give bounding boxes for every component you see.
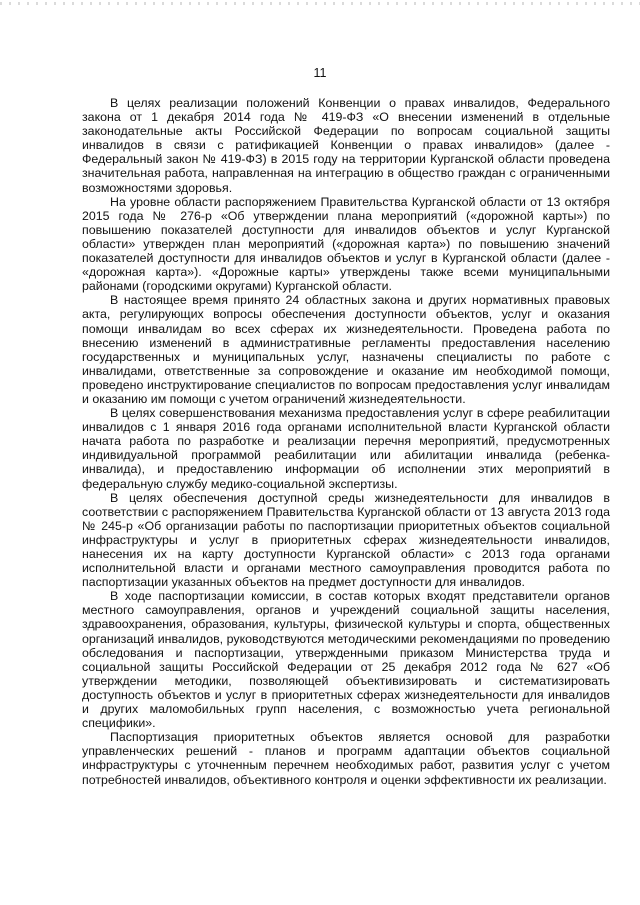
paragraph: В целях совершенствования механизма предоставления услуг в сфере реабилитации инвалидов с 1 января 2016 года органами исполнительной власти Курганской области начата работа по разработке и реализации перечня мероприятий, предусмотренных индивидуальной программой реабилитации или абилитации инвалида (ребенка-инвалида), и предоставлению информации об исполнении этих мероприятий в федеральную службу медико-социальной экспертизы. <box>82 406 610 491</box>
paragraph: В ходе паспортизации комиссии, в состав которых входят представители органов местного самоуправления, органов и учреждений социальной защиты населения, здравоохранения, образования, культуры, физической культуры и спорта, общественных организаций инвалидов, руководствуются методическими рекомендациями по проведению обследования и паспортизации, утвержденными приказом Министерства труда и социальной защиты Российской Федерации от 25 декабря 2012 года № 627 «Об утверждении методики, позволяющей объективизировать и систематизировать доступность объектов и услуг в приоритетных сферах жизнедеятельности для инвалидов и других маломобильных групп населения, с возможностью учета региональной специфики». <box>82 589 610 731</box>
paragraph: В настоящее время принято 24 областных закона и других нормативных правовых акта, регулирующих вопросы обеспечения доступности объектов, услуг и оказания помощи инвалидам во всех сферах их жизнедеятельности. Проведена работа по внесению изменений в административные регламенты предоставления населению государственных и муниципальных услуг, назначены специалисты по работе с инвалидами, ответственные за сопровождение и оказание им необходимой помощи, проведено инструктирование специалистов по вопросам предоставления услуг инвалидам и оказанию им помощи с учетом ограничений жизнедеятельности. <box>82 293 610 406</box>
paragraph: В целях обеспечения доступной среды жизнедеятельности для инвалидов в соответствии с распоряжением Правительства Курганской области от 13 августа 2013 года № 245-р «Об организации работы по паспортизации приоритетных объектов социальной инфраструктуры и услуг в приоритетных сферах жизнедеятельности инвалидов, нанесения их на карту доступности Курганской области» с 2013 года органами исполнительной власти и органами местного самоуправления проводится работа по паспортизации указанных объектов на предмет доступности для инвалидов. <box>82 490 610 590</box>
paragraph: Паспортизация приоритетных объектов является основой для разработки управленческих решений - планов и программ адаптации объектов социальной инфраструктуры с уточненным перечнем необходимых работ, развития услуг с учетом потребностей инвалидов, объективного контроля и оценки эффективности их реализации. <box>82 730 610 787</box>
page-number: 11 <box>313 66 327 80</box>
scan-edge-artifact <box>0 2 640 5</box>
paragraph: На уровне области распоряжением Правительства Курганской области от 13 октября 2015 года № 276-р «Об утверждении плана мероприятий («дорожной карты») по повышению показателей доступности для инвалидов объектов и услуг Курганской области» утвержден план мероприятий («дорожная карта») по повышению значений показателей доступности для инвалидов объектов и услуг в Курганской области (далее - «дорожная карта»). «Дорожные карты» утверждены также всеми муниципальными районами (городскими округами) Курганской области. <box>82 194 610 294</box>
paragraph: В целях реализации положений Конвенции о правах инвалидов, Федерального закона от 1 декабря 2014 года № 419-ФЗ «О внесении изменений в отдельные законодательные акты Российской Федерации по вопросам социальной защиты инвалидов в связи с ратификацией Конвенции о правах инвалидов» (далее - Федеральный закон № 419-ФЗ) в 2015 году на территории Курганской области проведена значительная работа, направленная на интеграцию в общество граждан с ограниченными возможностями здоровья. <box>82 96 610 195</box>
document-body <box>82 96 610 787</box>
